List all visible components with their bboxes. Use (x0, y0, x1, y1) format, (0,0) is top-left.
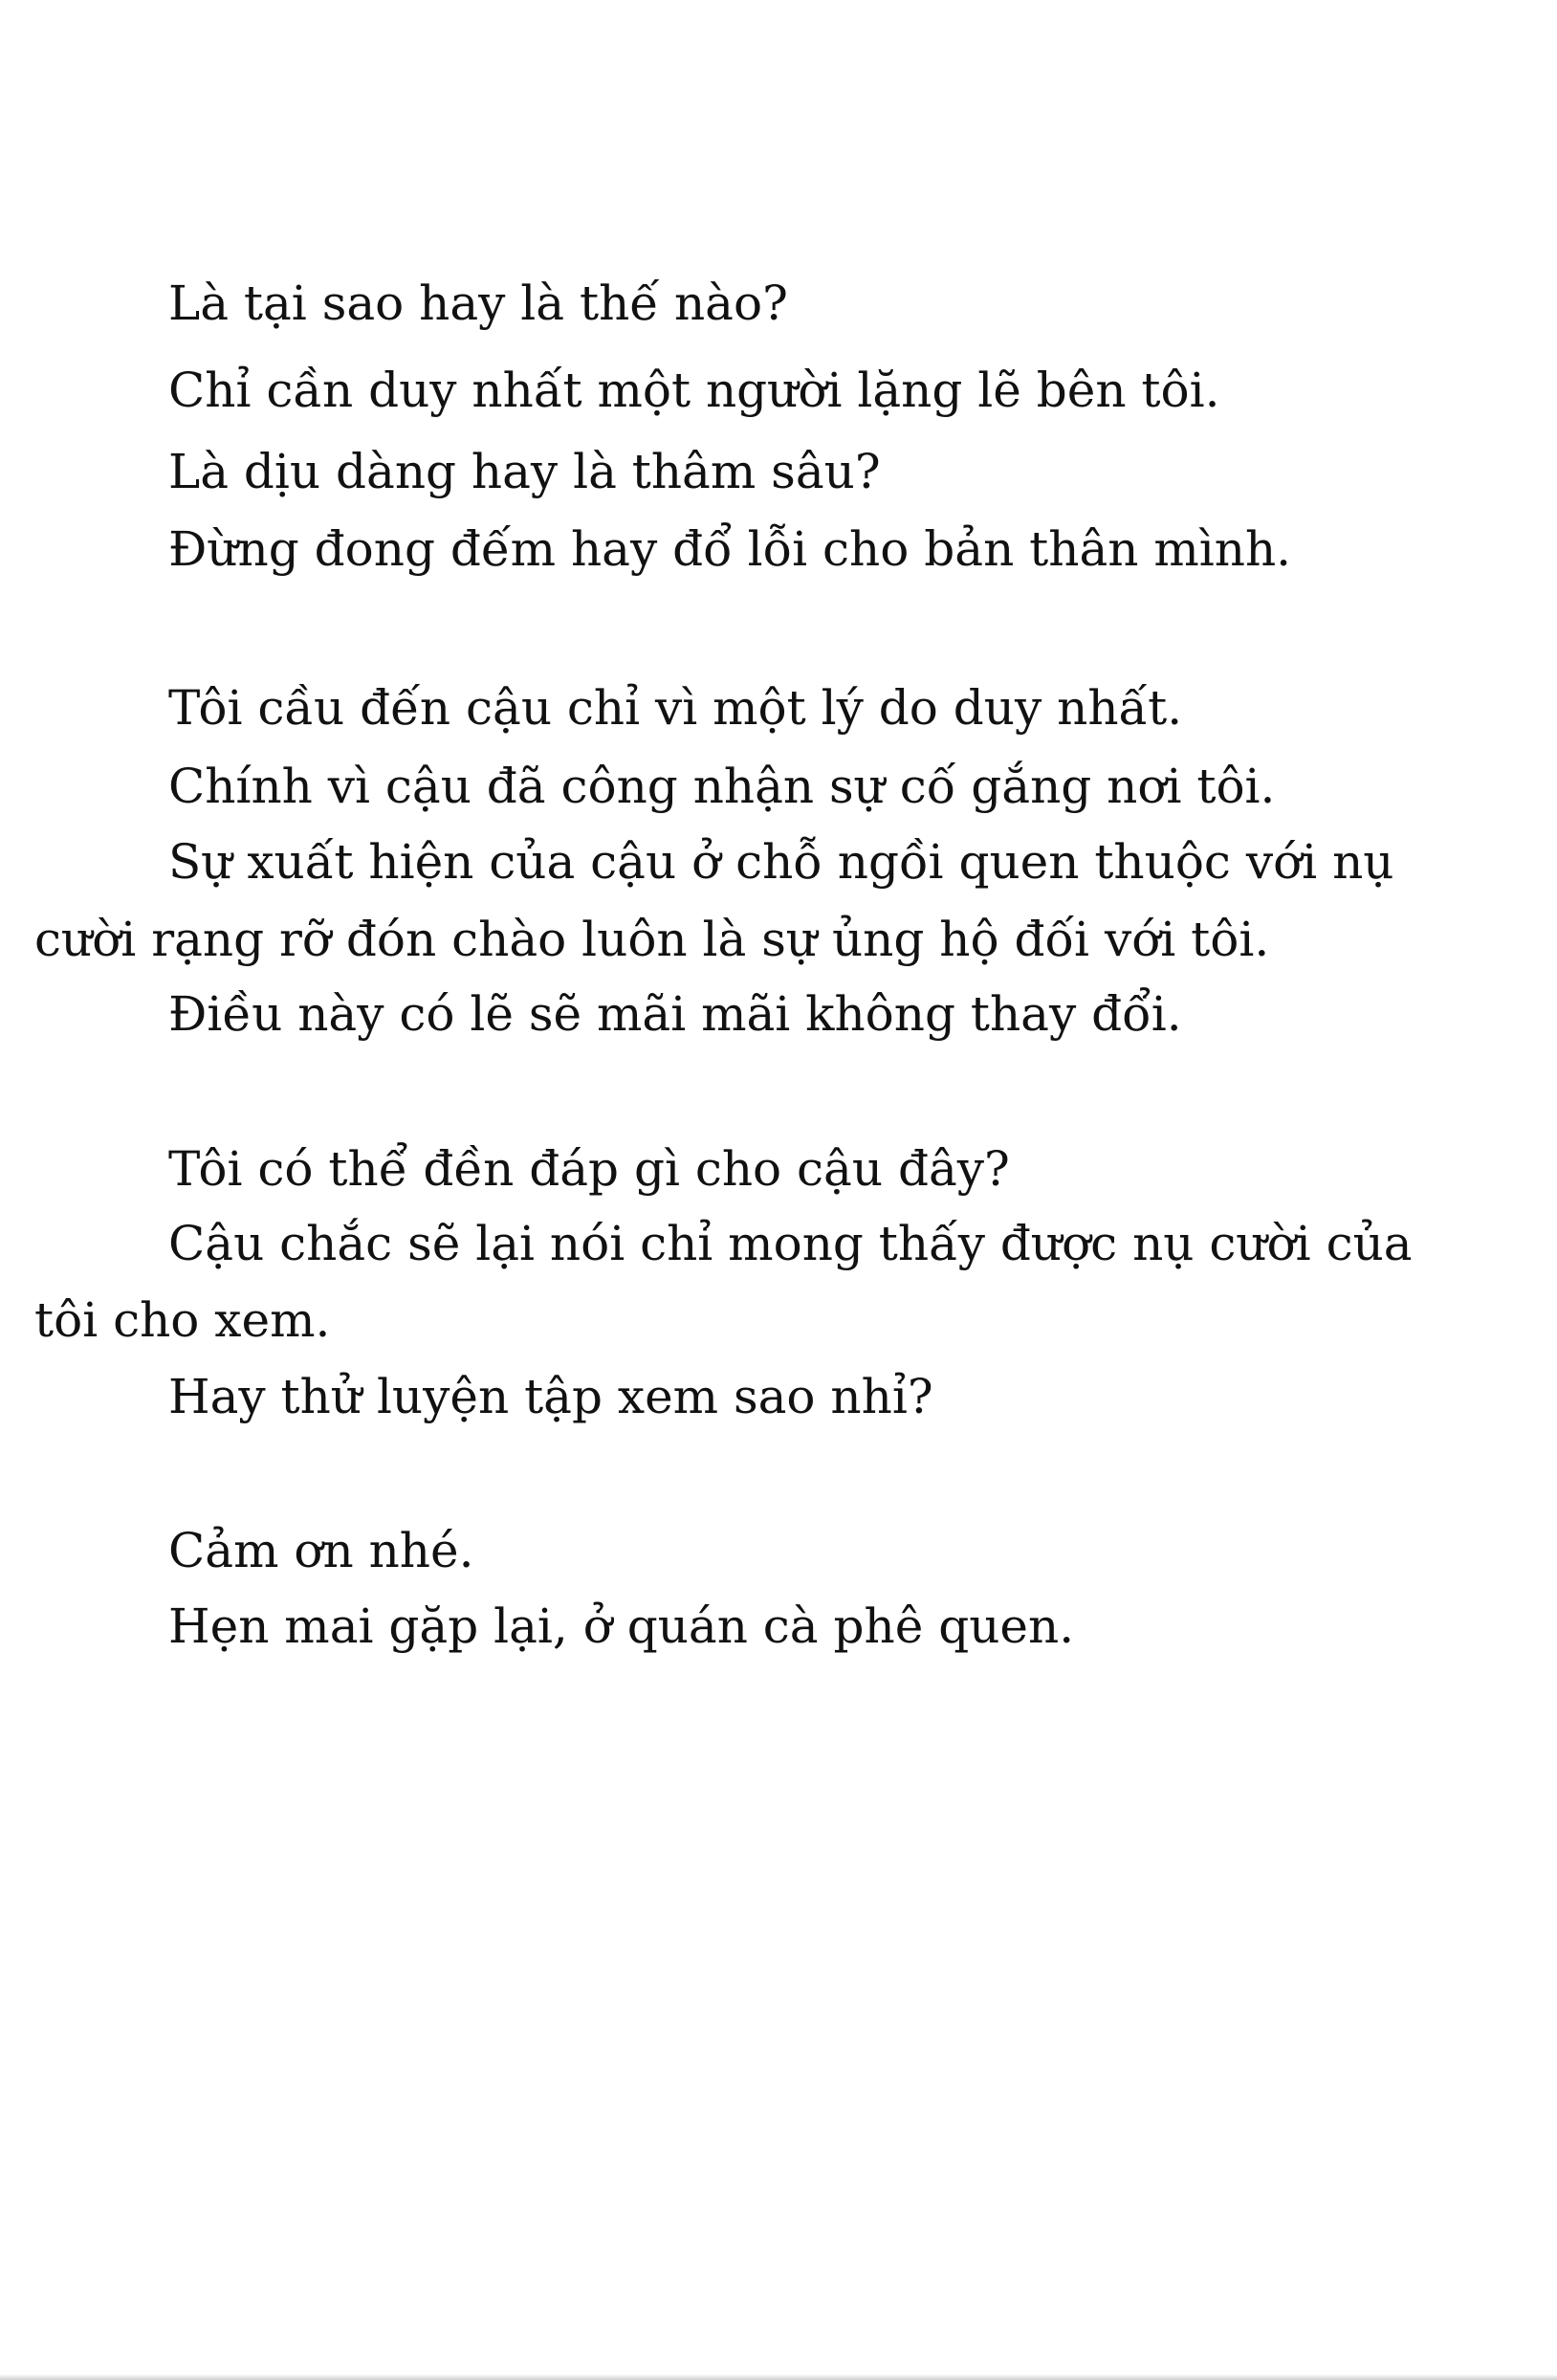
poem-line: Tôi có thể đền đáp gì cho cậu đây? (168, 1141, 1010, 1197)
poem-line: tôi cho xem. (34, 1292, 331, 1348)
poem-line: Cậu chắc sẽ lại nói chỉ mong thấy được nụ cười của (168, 1216, 1413, 1271)
poem-line: Là tại sao hay là thế nào? (168, 275, 788, 331)
poem-line: Chỉ cần duy nhất một người lặng lẽ bên tôi. (168, 363, 1220, 418)
poem-line: Tôi cầu đến cậu chỉ vì một lý do duy nhất. (168, 680, 1183, 736)
poem-line: Điều này có lẽ sẽ mãi mãi không thay đổi. (168, 986, 1182, 1042)
poem-line: Đừng đong đếm hay đổ lỗi cho bản thân mình. (168, 521, 1292, 577)
page-edge-shadow (0, 2374, 1557, 2380)
poem-line: Là dịu dàng hay là thâm sâu? (168, 444, 881, 499)
poem-line: Cảm ơn nhé. (168, 1523, 474, 1578)
poem-line: cười rạng rỡ đón chào luôn là sự ủng hộ đối với tôi. (34, 912, 1270, 967)
poem-line: Hẹn mai gặp lại, ở quán cà phê quen. (168, 1598, 1075, 1654)
poem-line: Chính vì cậu đã công nhận sự cố gắng nơi tôi. (168, 759, 1276, 814)
poem-line: Hay thử luyện tập xem sao nhỉ? (168, 1369, 933, 1424)
poem-line: Sự xuất hiện của cậu ở chỗ ngồi quen thuộc với nụ (168, 834, 1394, 890)
